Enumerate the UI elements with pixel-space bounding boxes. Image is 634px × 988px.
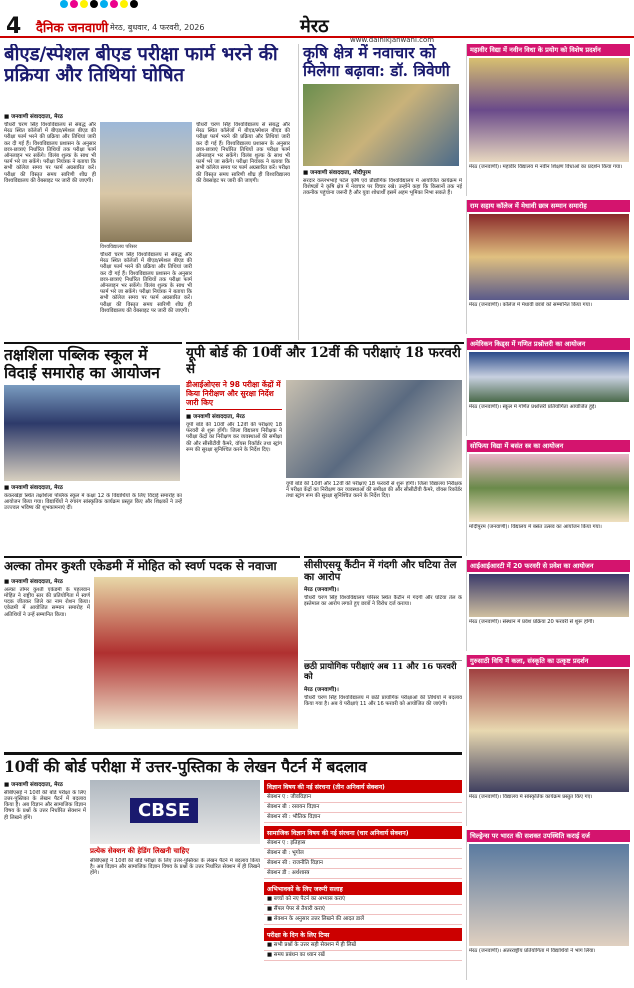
article-text: कंकरखेड़ा स्थित तक्षशिला पब्लिक स्कूल में कक्षा 12 के विद्यार्थियों के लिए विदाई समारोह का आयोजन किया गया। विद्यार्थियों ने रंगारंग सांस्कृतिक कार्यक्रम प्रस्तुत किए और शिक्षकों ने उन्हें उज्ज्वल भविष्य की शुभकामनाएं दीं। [4, 492, 182, 512]
table-cell: सेक्शन बी : भूगोल [267, 849, 304, 856]
table-cell: सेक्शन डी : अर्थशास्त्र [267, 869, 310, 876]
table-row [264, 813, 462, 823]
table-row [264, 803, 462, 813]
sidebar-story [466, 830, 630, 980]
sidebar-story-title: अमेरिकन किड्स में गणित प्रश्नोत्तरी का आयोजन [467, 338, 630, 350]
sidebar-photo [469, 844, 629, 946]
sidebar-story [466, 44, 630, 196]
table-cell: सेक्शन सी : राजनीति विज्ञान [267, 859, 323, 866]
headline-cbse: 10वीं की बोर्ड परीक्षा में उत्तर-पुस्तिका के लेखन पैटर्न में बदलाव [4, 757, 367, 776]
page-number: 4 [6, 14, 22, 39]
article-practical [304, 660, 462, 746]
sidebar-photo [469, 454, 629, 522]
article-cbse [4, 752, 462, 982]
edition-date: मेरठ, बुधवार, 4 फरवरी, 2026 [110, 23, 205, 32]
science-table-title: विज्ञान विषय की नई संरचना (तीन अनिवार्य सेक्शन) [264, 780, 462, 793]
krishi-photo [303, 84, 459, 166]
sidebar-story-title: आईआईआरटी में 20 फरवरी से प्रवेश का आयोजन [467, 560, 630, 572]
table-row [264, 849, 462, 859]
table-cell: ■ सभी प्रश्नों के उत्तर सही सेक्शन में ही लिखें [267, 941, 356, 948]
science-table [264, 793, 462, 823]
article-text: सरदार वल्लभभाई पटेल कृषि एवं प्रौद्योगिक विश्वविद्यालय में आयोजित कार्यक्रम में विशेषज्ञों ने कृषि क्षेत्र में नवाचार पर विचार रखे। उन्होंने कहा कि किसानों तक नई तकनीक पहुंचाना जरूरी है और युवा शोधार्थी इसमें अहम भूमिका निभा सकते हैं। [303, 177, 462, 197]
table-row [264, 905, 462, 915]
cbse-logo-text: CBSE [130, 798, 198, 823]
photo-caption: विश्वविद्यालय परिसर [100, 244, 137, 250]
table-row [264, 793, 462, 803]
headline-canteen: सीसीएसयू कैंटीन में गंदगी और घटिया तेल का आरोप [304, 560, 457, 583]
sidebar-story [466, 440, 630, 556]
parents-box-title: अभिभावकों के लिए जरूरी सलाह [264, 882, 462, 895]
article-text: चौधरी चरण सिंह विश्वविद्यालय से संबद्ध और मेरठ स्थित कॉलेजों में बीएड/स्पेशल बीएड की परीक्षा फार्म भरने की प्रक्रिया और तिथियां जारी कर दी गई हैं। विश्वविद्यालय प्रशासन के अनुसार छात्र-छात्राएं निर्धारित तिथियों तक परीक्षा फार्म ऑनलाइन भर सकेंगे। विलंब शुल्क के साथ भी फार्म भरे जा सकेंगे। परीक्षा नियंत्रक ने बताया कि सभी कॉलेज समय पर फार्म अग्रसारित करें। परीक्षा की विस्तृत समय सारिणी शीघ्र ही विश्वविद्यालय की वेबसाइट पर जारी की जाएगी। [4, 122, 96, 184]
byline: ■ जनवाणी संवाददाता, मेरठ [4, 578, 63, 585]
table-cell: सेक्शन ए : जीवविज्ञान [267, 793, 312, 800]
article-text: सीबीएसई ने 10वीं की बोर्ड परीक्षा के लिए उत्तर-पुस्तिका के लेखन पैटर्न में बदलाव किया है। अब विज्ञान और सामाजिक विज्ञान विषय के प्रश्नों के उत्तर निर्धारित सेक्शन में ही लिखने होंगे। [4, 789, 86, 821]
sidebar-story-title: सोफिया विद्या में बसंत स्त्र का आयोजन [467, 440, 630, 452]
sidebar-story [466, 655, 630, 826]
page-header [0, 8, 634, 44]
table-row [264, 915, 462, 925]
article-text-3: चौधरी चरण सिंह विश्वविद्यालय से संबद्ध और मेरठ स्थित कॉलेजों में बीएड/स्पेशल बीएड की परीक्षा फार्म भरने की प्रक्रिया और तिथियां जारी कर दी गई हैं। विश्वविद्यालय प्रशासन के अनुसार छात्र-छात्राएं निर्धारित तिथियों तक परीक्षा फार्म ऑनलाइन भर सकेंगे। विलंब शुल्क के साथ भी फार्म भरे जा सकेंगे। परीक्षा नियंत्रक ने बताया कि सभी कॉलेज समय पर फार्म अग्रसारित करें। परीक्षा की विस्तृत समय सारिणी शीघ्र ही विश्वविद्यालय की वेबसाइट पर जारी की जाएगी। [196, 122, 290, 184]
sidebar-story-title: महावीर विद्या में नवीन विधा के प्रयोग को विशेष प्रदर्शन [467, 44, 630, 56]
table-cell: ■ सैंपल पेपर से तैयारी कराएं [267, 905, 325, 912]
cbse-photo [90, 780, 260, 844]
website: www.dainikjanwani.com [350, 36, 435, 44]
registration-dot [100, 0, 108, 8]
registration-dot [90, 0, 98, 8]
byline: ■ जनवाणी संवाददाता, मेरठ [4, 484, 63, 491]
table-cell: ■ सेक्शन के अनुसार उत्तर लिखने की आदत डालें [267, 915, 364, 922]
article-canteen [304, 556, 462, 658]
sidebar-photo [469, 574, 629, 617]
headline-takshila: तक्षशिला पब्लिक स्कूल में विदाई समारोह का आयोजन [4, 345, 160, 382]
sidebar-photo [469, 352, 629, 402]
registration-dot [60, 0, 68, 8]
sidebar-photo [469, 214, 629, 300]
university-photo [100, 122, 192, 242]
table-row [264, 951, 462, 961]
kushti-photo [94, 577, 298, 729]
brand-name: दैनिक जनवाणी [36, 21, 109, 36]
social-table-title: सामाजिक विज्ञान विषय की नई संरचना (चार अनिवार्य सेक्शन) [264, 826, 462, 839]
inspection-photo [286, 380, 462, 478]
article-text: अल्का तोमर कुश्ती एकेडमी के पहलवान मोहित ने राष्ट्रीय स्तर की प्रतियोगिता में स्वर्ण पदक जीतकर जिले का नाम रोशन किया। एकेडमी में आयोजित सम्मान समारोह में अतिथियों ने उन्हें सम्मानित किया। [4, 586, 90, 618]
social-table [264, 839, 462, 879]
parents-box [264, 895, 462, 925]
registration-dot [120, 0, 128, 8]
byline: मेरठ (जनवाणी)। [304, 587, 339, 593]
registration-dot [80, 0, 88, 8]
registration-dot [130, 0, 138, 8]
sidebar-photo [469, 58, 629, 162]
sidebar-story-text: मेरठ (जनवाणी)। विद्यालय में सांस्कृतिक कार्यक्रम प्रस्तुत किए गए। [469, 794, 593, 800]
byline: ■ जनवाणी संवाददाता, मेरठ [4, 781, 63, 788]
sidebar-story [466, 200, 630, 334]
sidebar-story [466, 338, 630, 436]
article-kushti [4, 556, 300, 746]
sidebar-story-title: राम सहाय कॉलेज में मेधावी छात्र सम्मान समारोह [467, 200, 630, 212]
headline-bed: बीएड/स्पेशल बीएड परीक्षा फार्म भरने की प्रक्रिया और तिथियां घोषित [4, 44, 278, 87]
headline-upboard: यूपी बोर्ड की 10वीं और 12वीं की परीक्षाएं 18 फरवरी से [186, 345, 461, 377]
headline-kushti: अल्का तोमर कुश्ती एकेडमी में मोहित को स्वर्ण पदक से नवाजा [4, 559, 277, 573]
article-text-2: चौधरी चरण सिंह विश्वविद्यालय से संबद्ध और मेरठ स्थित कॉलेजों में बीएड/स्पेशल बीएड की परीक्षा फार्म भरने की प्रक्रिया और तिथियां जारी कर दी गई हैं। विश्वविद्यालय प्रशासन के अनुसार छात्र-छात्राएं निर्धारित तिथियों तक परीक्षा फार्म ऑनलाइन भर सकेंगे। विलंब शुल्क के साथ भी फार्म भरे जा सकेंगे। परीक्षा नियंत्रक ने बताया कि सभी कॉलेज समय पर फार्म अग्रसारित करें। परीक्षा की विस्तृत समय सारिणी शीघ्र ही विश्वविद्यालय की वेबसाइट पर जारी की जाएगी। [100, 252, 192, 314]
byline: मेरठ (जनवाणी)। [304, 686, 339, 693]
table-cell: ■ बच्चों को नए पैटर्न का अभ्यास कराएं [267, 895, 346, 902]
cbse-tip: प्रत्येक सेक्शन की हेडिंग लिखनी चाहिए [90, 846, 190, 855]
sidebar-story-title: चिल्ड्रेन्स पर भारत की सशक्त उपस्थिति कराई दर्ज [467, 830, 630, 842]
exam-box [264, 941, 462, 961]
headline-krishi: कृषि क्षेत्र में नवाचार को मिलेगा बढ़ावा: डॉ. त्रिवेणी [303, 44, 450, 80]
sidebar-story-text: मोदीपुरम (जनवाणी)। विद्यालय में बसंत उत्सव का आयोजन किया गया। [469, 524, 602, 530]
article-headline-bed [4, 44, 294, 110]
takshila-photo [4, 385, 180, 481]
byline: ■ जनवाणी संवाददाता, मेरठ [186, 414, 245, 421]
table-cell: सेक्शन बी : रसायन विज्ञान [267, 803, 320, 810]
sidebar-story-text: मेरठ (जनवाणी)। स्कूल में गणित प्रश्नोत्तरी प्रतियोगिता आयोजित हुई। [469, 404, 597, 410]
table-row [264, 869, 462, 879]
registration-dot [70, 0, 78, 8]
headline-practical: छठी प्रायोगिक परीक्षाएं अब 11 और 16 फरवरी को [304, 662, 457, 682]
sidebar-story-title: गुरुसाठी विधि में कला, संस्कृति का उत्कृष्ट प्रदर्शन [467, 655, 630, 667]
sidebar-story [466, 560, 630, 651]
exam-box-title: परीक्षा के दिन के लिए टिप्स [264, 928, 462, 941]
table-cell: ■ समय प्रबंधन का ध्यान रखें [267, 951, 325, 958]
subhead-upboard: डीआईओएस ने 98 परीक्षा केंद्रों में किया निरीक्षण और सुरक्षा निर्देश जारी किए [186, 380, 282, 410]
city-title: मेरठ [300, 16, 329, 37]
sidebar-story-text: मेरठ (जनवाणी)। संस्थान में प्रवेश प्रक्रिया 20 फरवरी से शुरू होगी। [469, 619, 595, 625]
byline: ■ जनवाणी संवाददाता, मेरठ [4, 114, 63, 120]
article-bed [4, 112, 294, 337]
article-text: चौधरी चरण सिंह विश्वविद्यालय में छठी प्रायोगिक परीक्षाओं की तिथियों में बदलाव किया गया है। अब ये परीक्षाएं 11 और 16 फरवरी को आयोजित की जाएंगी। [304, 694, 462, 707]
registration-marks [0, 0, 634, 8]
article-text-2: यूपी बोर्ड की 10वीं और 12वीं की परीक्षाएं 18 फरवरी से शुरू होंगी। जिला विद्यालय निरीक्षक ने परीक्षा केंद्रों का निरीक्षण कर व्यवस्थाओं की समीक्षा की और सीसीटीवी कैमरे, वॉयस रिकॉर्डर तथा स्ट्रांग रूम की सुरक्षा सुनिश्चित करने के निर्देश दिए। [286, 481, 462, 500]
article-upboard [186, 342, 464, 552]
article-text: यूपी बोर्ड की 10वीं और 12वीं की परीक्षाएं 18 फरवरी से शुरू होंगी। जिला विद्यालय निरीक्षक ने परीक्षा केंद्रों का निरीक्षण कर व्यवस्थाओं की समीक्षा की और सीसीटीवी कैमरे, वॉयस रिकॉर्डर तथा स्ट्रांग रूम की सुरक्षा सुनिश्चित करने के निर्देश दिए। [186, 422, 282, 453]
registration-dot [110, 0, 118, 8]
byline: ■ जनवाणी संवाददाता, मोदीपुरम [303, 169, 371, 176]
table-cell: सेक्शन ए : इतिहास [267, 839, 306, 846]
sidebar-photo [469, 669, 629, 792]
sidebar-story-text: मेरठ (जनवाणी)। कॉलेज में मेधावी छात्रों को सम्मानित किया गया। [469, 302, 592, 308]
article-text-2: सीबीएसई ने 10वीं की बोर्ड परीक्षा के लिए उत्तर-पुस्तिका के लेखन पैटर्न में बदलाव किया है। अब विज्ञान और सामाजिक विज्ञान विषय के प्रश्नों के उत्तर निर्धारित सेक्शन में ही लिखने होंगे। [90, 857, 260, 877]
table-row [264, 839, 462, 849]
article-takshila [4, 342, 182, 552]
article-text: चौधरी चरण सिंह विश्वविद्यालय परिसर स्थित कैंटीन में गंदगी और घटिया तेल के इस्तेमाल का आरोप लगाते हुए छात्रों ने विरोध दर्ज कराया। [304, 595, 462, 608]
table-row [264, 895, 462, 905]
table-cell: सेक्शन सी : भौतिक विज्ञान [267, 813, 321, 820]
sidebar-story-text: मेरठ (जनवाणी)। अंतरराष्ट्रीय प्रतियोगिता में विद्यार्थियों ने भाग लिया। [469, 948, 596, 954]
sidebar-story-text: मेरठ (जनवाणी)। महावीर विद्यालय में नवीन शिक्षण विधाओं का प्रदर्शन किया गया। [469, 164, 623, 170]
article-krishi [298, 44, 462, 340]
table-row [264, 859, 462, 869]
table-row [264, 941, 462, 951]
